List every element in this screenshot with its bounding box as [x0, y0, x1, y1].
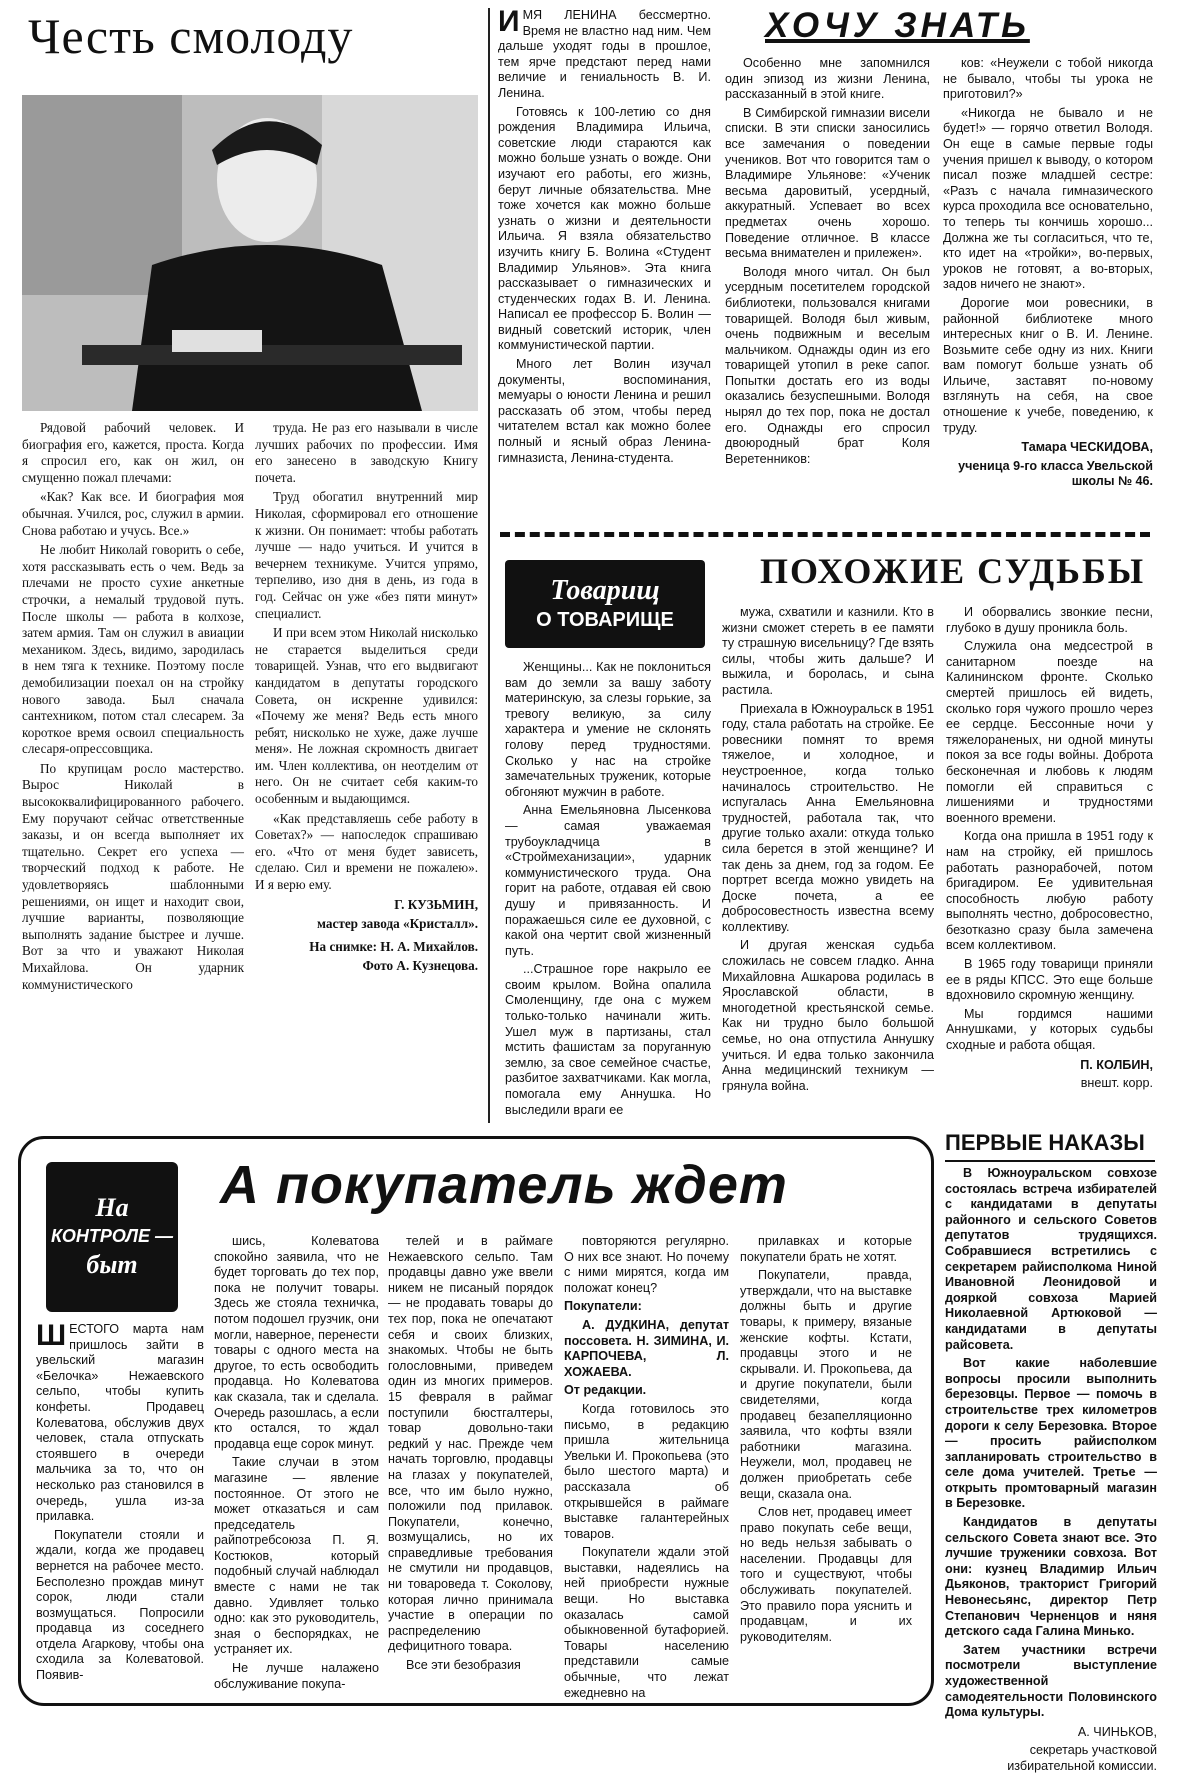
lenin-column-3 [943, 56, 1153, 523]
author-name: П. КОЛБИН, [1080, 1057, 1153, 1072]
author-role: секретарь участковой избирательной комиссии. [1007, 1743, 1157, 1773]
paragraph: И оборвались звонкие песни, глубоко в душу проникла боль. [946, 605, 1153, 635]
comrade-rubric-badge [505, 560, 705, 648]
lenin-title: ХОЧУ ЗНАТЬ [765, 6, 1030, 45]
paragraph: Затем участники встречи посмотрели выступление художественной самодеятельности Половинского Дома культуры. [945, 1642, 1157, 1720]
lead-text: МЯ ЛЕНИНА бессмертно. Время не властно над ним. Чем дальше уходят годы в прошлое, тем ярче предстают перед нами величие и гениальность В. И. Ленина. [498, 8, 711, 100]
author-name: Г. КУЗЬМИН, [394, 896, 478, 912]
paragraph: Покупатели ждали этой выставки, надеялись на ней приобрести нужные вещи. Но выставка оказалась самой обыкновенной бутафорией. Товары населению представили самые обычные, что лежат ежедневно на [564, 1545, 729, 1700]
honor-column-2 [255, 420, 478, 1130]
fates-column-2 [722, 605, 934, 1126]
author-role: мастер завода «Кристалл». [317, 916, 478, 932]
paragraph: В Симбирской гимназии висели списки. В эти списки заносились все замечания о поведении учеников. Вот что говорится там о Владимире Ульянове: «Ученик весьма даровитый, усердный, аккуратный. Успевает во всех предметах очень хорошо. Поведение отличное. В классе весьма внимателен и прилежен». [725, 105, 930, 261]
paragraph: ...Страшное горе накрыло ее своим крылом. Война опалила Смоленщину, где она с мужем только-только начинали жить. Ушел муж в партизаны, стал мстить фашистам за поруганную землю, за свое семейное счастье, разбитое захватчиками. Как могла, помогала ему Аннушка. Но выследили враги ее [505, 962, 711, 1117]
paragraph: повторяются регулярно. О них все знают. Но почему с ними мирятся, когда им положат конец? [564, 1234, 729, 1295]
paragraph: Не любит Николай говорить о себе, хотя рассказывать есть о чем. Ведь за плечами не просто сухие анкетные строчки, а немалый трудовой путь. После школы — работа в колхозе, затем армия. Там он служил в авиации механиком. Здесь, видимо, зародилась в нем тяга к технике. Поэтому после демобилизации поехал он на стройку нового завода. Был сначала сантехником, потом стал слесарем. За короткое время освоил специальность слесаря-опрессовщика. [22, 542, 244, 757]
punishments-column [945, 1166, 1157, 1773]
editor-label: От редакции. [564, 1383, 647, 1398]
fates-column-1 [505, 660, 711, 1126]
title-underline [945, 1160, 1155, 1162]
buyer-column-5 [740, 1234, 912, 1698]
drop-cap: И [498, 5, 520, 38]
author-name: Тамара ЧЕСКИДОВА, [1021, 440, 1153, 455]
paragraph: Готовясь к 100-летию со дня рождения Владимира Ильича, советские люди стараются как можно больше узнать о вожде. Они изучают его работы, его жизнь, берут личные обязательства. Мне тоже хочется как можно больше узнать о жизни и деятельности Ильича. Я взяла обязательство изучить книгу Б. Волина «Студент Владимир Ульянов». Эта книга рассказывает о гимназических и студенческих годах В. И. Ленина. Написал ее профессор Б. Волин — видный советский историк, член коммунистической партии. [498, 104, 711, 353]
lenin-column-1 [498, 5, 711, 523]
paragraph: В 1965 году товарищи приняли ее в ряды КПСС. Это еще больше вдохновило скромную женщину. [946, 957, 1153, 1003]
photo-credit: Фото А. Кузнецова. [362, 958, 478, 974]
paragraph: «Как? Как все. И биография моя обычная. Учился, рос, служил в армии. Снова работаю и учусь. Все.» [22, 489, 244, 538]
paragraph: Кандидатов в депутаты сельского Совета знают все. Это лучшие труженики совхоза. Вот они: кузнец Владимир Ильич Дьяконов, тракторист Григорий Невонесьянс, директор Петр Степанович Черненцов и няня детского сада Галина Минько. [945, 1515, 1157, 1639]
paragraph [498, 5, 711, 102]
buyer-title: А покупатель ждет [220, 1155, 788, 1215]
paragraph: мужа, схватили и казнили. Кто в жизни сможет стереть в ее памяти ту страшную висельницу? Где взять силы, чтобы жить дальше? И выжила, и боролась, и сына растила. [722, 605, 934, 697]
paragraph: ков: «Неужели с тобой никогда не бывало, чтобы ты урока не приготовил?» [943, 56, 1153, 102]
paragraph: телей и в раймаге Нежаевского сельпо. Там продавцы давно уже ввели никем не писаный порядок — не продавать товары до тех пор, пока не опечатают себя и своих близких, знакомых. Чтобы не быть голословными, приведем один из многих примеров. 15 февраля в раймаг поступили бюстгалтеры, товар довольно-таки редкий у нас. Прежде чем начать торговлю, продавцы на глазах у покупателей, все, что им было нужно, положили под прилавок. Покупатели, конечно, возмущались, но их справедливые требования не смутили ни продавцов, ни товароведа т. Соколову, которая лично принимала участие в операции по распределению дефицитного товара. [388, 1234, 553, 1654]
rubric-line-1: На [95, 1193, 129, 1222]
paragraph: И другая женская судьба сложилась не совсем гладко. Анна Михайловна Ашкарова родилась в Ярославской области, в многодетной крестьянской семье. Как ни трудно было большой семье, но она отпустила Аннушку учиться. И едва только закончила Анна медицинский техникум — грянула война. [722, 938, 934, 1093]
paragraph: И при всем этом Николай нисколько не старается выделиться среди товарищей. Узнав, что его выдвигают кандидатом в депутаты городского Совета, он искренне удивился: «Почему же меня? Ведь есть много ребят, нисколько не хуже, даже лучше меня». Не ложная скромность двигает им. Член коллектива, он неотделим от него. Он не считает себя каким-то особенным и выдающимся. [255, 625, 478, 807]
paragraph: Приехала в Южноуральск в 1951 году, стала работать на стройке. Ее ровесники помнят то время тяжелое, и холодное, и неустроенное, когда только начиналось строительство. Не испугалась Анна Емельяновна трудностей, работала так, что другие только ахали: откуда только сила берется в этой женщине? И так день за днем, год за годом. Ее портрет всегда можно увидеть на Доске почета, а ее добросовестность известна всему коллективу. [722, 701, 934, 934]
paragraph: Покупатели, правда, утверждали, что на выставке должны быть и другие товары, к примеру, вязаные женские кофты. Кстати, продавцы этого и не скрывали. И. Прокопьева, да и другие покупатели, были свидетелями, когда продавец безапелляционно заявила, что кофты взяли работники магазина. Неужели, мол, продавец не должен приобретать себе вещи, сказала она. [740, 1268, 912, 1501]
paragraph: Рядовой рабочий человек. И биография его, кажется, проста. Когда я спросил его, как он жил, он смущенно пожал плечами: [22, 420, 244, 485]
paragraph: шись, Колеватова спокойно заявила, что не будет торговать до тех пор, пока не получит товары. Здесь же стояла техничка, потом подошел грузчик, они могли, наверное, перенести товары с одного места на другое, то есть освободить продавца. Но Колеватова как сказала, так и сделала. Очередь разошлась, а если кто остался, то ждал продавца еще сорок минут. [214, 1234, 379, 1451]
rubric-top: Товарищ [550, 575, 660, 606]
column-rule [488, 8, 490, 1123]
paragraph: прилавках и которые покупатели брать не хотят. [740, 1234, 912, 1264]
paragraph: Анна Емельяновна Лысенкова — самая уважаемая трубоукладчица в «Строймеханизации», ударник коммунистического труда. Она горит на работе, отдавая ей свою душу и привязанность. И поражаешься силе ее духовной, с какой она чертит свой жизненный путь. [505, 803, 711, 958]
honor-title: Честь смолоду [28, 8, 354, 64]
paragraph: Володя много читал. Он был усердным посетителем городской библиотеки, пользовался книгами товарищей. Володя был живым, очень подвижным и веселым мальчиком. Однажды один из его товарищей утопил в реке сапог. Попытки достать его из воды оказались безуспешными. Володя нырял до тех пор, пока не достал его. Однажды его спросил двоюродный брат Коля Веретенников: [725, 264, 930, 466]
worker-photo-illustration [22, 95, 478, 411]
buyer-column-4 [564, 1234, 729, 1698]
paragraph: Много лет Волин изучал документы, воспоминания, мемуары о юности Ленина и решил рассказать об этом, чтобы перед читателем встал как можно более полный и ясный образ Ленина-гимназиста, Ленина-студента. [498, 357, 711, 465]
rubric-line-3: быт [86, 1250, 138, 1279]
buyer-column-2 [214, 1234, 379, 1698]
paragraph: Дорогие мои ровесники, в районной библиотеке много интересных книг о В. И. Ленине. Возьмите себе одну из них. Книги вам помогут больше узнать об Ильиче, заставят по-новому взглянуть на себя, на свое отношение к учебе, поведению, к труду. [943, 295, 1153, 435]
lead-text: ЕСТОГО марта нам пришлось зайти в увельский магазин «Белочка» Нежаевского сельпо, чтобы купить конфеты. Продавец Колеватова, обслужив двух человек, стала отпускать стоявшего в очереди мальчика за то, что он несколько раз становился в очередь, ушла из-за прилавка. [36, 1322, 204, 1524]
lenin-column-2 [725, 56, 930, 523]
honor-column-1 [22, 420, 244, 1136]
paragraph: Такие случаи в этом магазине — явление постоянное. От этого не может отказаться и сам председатель райпотребсоюза П. Я. Костюков, который подобный случай наблюдал вместе с нами не так давно. Удивляет только одно: как это руководитель, зная о беспорядках, не устраняет их. [214, 1455, 379, 1657]
paragraph: Покупатели стояли и ждали, когда же продавец вернется на рабочее место. Бесполезно прождав минут сорок, люди стали возмущаться. Попросили продавца из соседнего отдела Агаркову, чтобы она сходила за Колеватовой. Появив- [36, 1527, 204, 1683]
fates-column-3 [946, 605, 1153, 1126]
paragraph: Мы гордимся нашими Аннушками, у которых судьбы сходные и работа общая. [946, 1006, 1153, 1053]
paragraph: Когда она пришла в 1951 году к нам на стройку, ей пришлось работать разнорабочей, потом бригадиром. Ее удивительная способность любую работу выполнять честно, добросовестно, безотказно сразу была замечена всем коллективом. [946, 829, 1153, 953]
paragraph: Особенно мне запомнился один эпизод из жизни Ленина, рассказанный в этой книге. [725, 56, 930, 102]
author-role: внешт. корр. [1080, 1076, 1153, 1091]
paragraph: По крупицам росло мастерство. Вырос Николай в высококвалифицированного рабочего. Ему поручают сейчас ответственные заказы, и он всегда выполняет их тщательно. Секрет его успеха — творческий подход к работе. Не удовлетворяясь шаблонными решениями, он ищет и находит свои, лучшие варианты, позволяющие выполнять задание быстрее и лучше. Вот за что и уважают Николая Михайлова. Он ударник коммунистического [22, 760, 244, 992]
paragraph: Когда готовилось это письмо, в редакцию пришла жительница Увельки И. Прокопьева (это было шестого марта) и рассказала об открывшейся в раймаге выставке галантерейных товаров. [564, 1401, 729, 1541]
buyer-column-1 [36, 1319, 204, 1698]
signers: А. ДУДКИНА, депутат поссовета. Н. ЗИМИНА, И. КАРПОЧЕВА, Л. ХОЖАЕВА. [564, 1317, 729, 1379]
paragraph: В Южноуральском совхозе состоялась встреча избирателей с кандидатами в депутаты районного и сельского Советов депутатов трудящихся. Собравшиеся встретились с секретарем райисполкома Ниной Ивановной Леонидовой и дояркой совхоза Марией Николаевной Артюковой — кандидатами в депутаты райсовета. [945, 1166, 1157, 1352]
paragraph: Не лучше налажено обслуживание покупа- [214, 1661, 379, 1691]
paragraph: Служила она медсестрой в санитарном поезде на Калининском фронте. Сколько смертей пришлось ей видеть, сколько горя чужого прошло через ее сердце. Бессонные ночи у тяжелораненых, ни одной минуты покоя за все годы войны. Доброта бесконечная и любовь к людям помогли ей справиться с лишениями и трудностями военного времени. [946, 639, 1153, 825]
rubric-line-2: КОНТРОЛЕ — [51, 1226, 173, 1246]
buyer-column-3 [388, 1234, 553, 1698]
paragraph: труда. Не раз его называли в числе лучших рабочих по профессии. Имя его занесено в заводскую Книгу почета. [255, 420, 478, 485]
paragraph: Все эти безобразия [406, 1658, 521, 1673]
fates-title: ПОХОЖИЕ СУДЬБЫ [760, 551, 1146, 591]
paragraph: «Как представляешь себе работу в Советах?» — напоследок спрашиваю его. «Что от меня будет зависеть, сделаю. Сил и времени не пожалею». И я верю ему. [255, 810, 478, 893]
paragraph: «Никогда не бывало и не будет!» — горячо ответил Володя. Он еще в самые первые годы учения пришел к выводу, о котором писал позже младшей сестре: «Разъ с начала гимназического курса проходила все основательно, то теперь ты кончишь хорошо... Должна же ты согласиться, что те, кто идет на «тройки», во-первых, уроков не готовят, а во-вторых, задов ничего не знают». [943, 105, 1153, 292]
worker-photo [22, 95, 478, 411]
author-role: ученица 9-го класса Увельской школы № 46. [958, 458, 1153, 489]
paragraph [36, 1319, 204, 1525]
photo-caption: На снимке: Н. А. Михайлов. [309, 938, 478, 954]
signers-label: Покупатели: [564, 1299, 642, 1314]
punishments-title: ПЕРВЫЕ НАКАЗЫ [945, 1130, 1145, 1155]
rubric-bottom: О ТОВАРИЩЕ [536, 609, 674, 631]
paragraph: Женщины... Как не поклониться вам до земли за вашу заботу материнскую, за слезы горькие, за тревогу великую, за силу характера и умение не склонять голову перед трудностями. Сколько у нас на стройке замечательных труженик, которые обгоняют мужчин в работе. [505, 660, 711, 799]
paragraph: Вот какие наболевшие вопросы просили выполнить березовцы. Первое — помочь в строительстве трех километров дороги к селу Березовка. Второе — просить райисполком запланировать строительство в селе дома учителей. Третье — открыть промтоварный магазин в Березовке. [945, 1356, 1157, 1511]
drop-cap: Ш [36, 1319, 67, 1352]
paragraph: Труд обогатил внутренний мир Николая, сформировал его отношение к жизни. Он понимает: чтобы работать лучше — надо учиться. И учится в вечернем техникуме. Учится упрямо, терпеливо, изо дня в день, из года в год. Сейчас он уже «без пяти минут» специалист. [255, 489, 478, 621]
section-divider [500, 532, 1150, 537]
paragraph: Слов нет, продавец имеет право покупать себе вещи, но ведь нельзя забывать о населении. Продавцы для того и существуют, чтобы обслуживать покупателей. Это правило пора уяснить и продавцам, и их руководителям. [740, 1505, 912, 1644]
control-rubric-badge [46, 1162, 178, 1312]
author-name: А. ЧИНЬКОВ, [1077, 1724, 1157, 1739]
